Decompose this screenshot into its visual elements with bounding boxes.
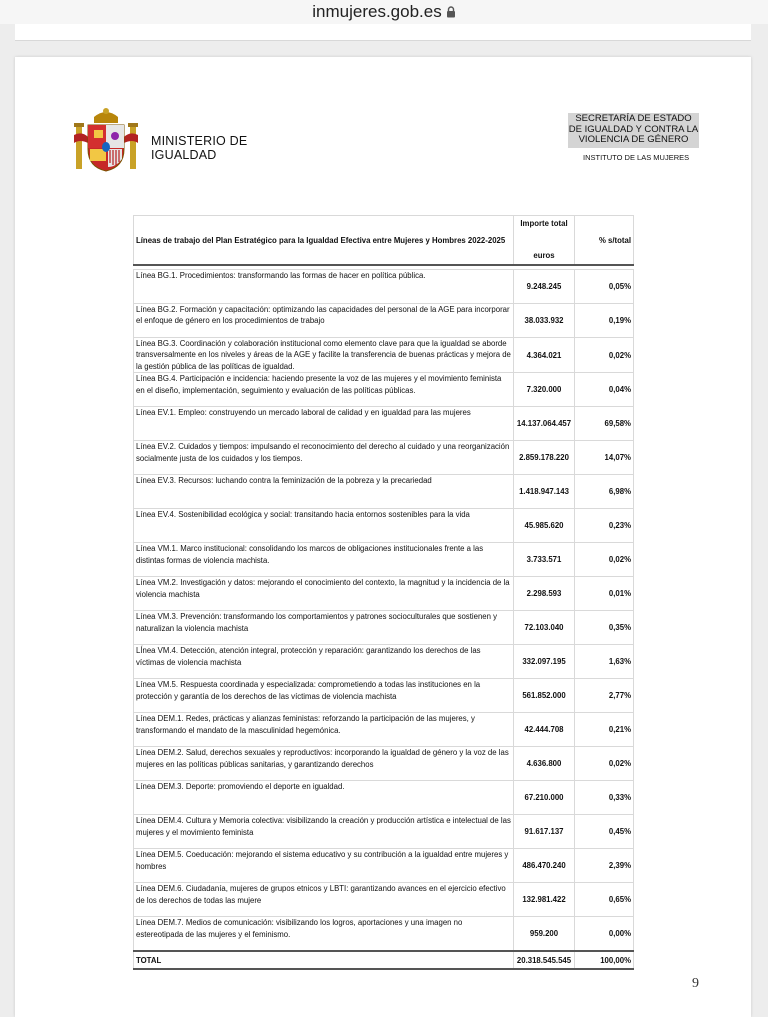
document-page	[15, 57, 751, 1017]
table-row	[134, 679, 634, 713]
table-row	[134, 747, 634, 781]
line-description: Línea BG.4. Participación e incidencia: haciendo presente la voz de las mujeres y el movimiento feminista en el diseño, implementación, seguimiento y evaluación de las políticas públicas.	[134, 373, 514, 407]
line-percent: 1,63%	[575, 645, 634, 679]
column-header-importe-line1: Importe total	[520, 219, 568, 228]
line-importe: 42.444.708	[514, 713, 575, 747]
line-percent: 2,77%	[575, 679, 634, 713]
line-percent: 0,23%	[575, 509, 634, 543]
line-importe: 332.097.195	[514, 645, 575, 679]
ministry-line-1: MINISTERIO DE	[151, 134, 248, 148]
line-importe: 38.033.932	[514, 304, 575, 338]
url-text: inmujeres.gob.es	[312, 2, 442, 21]
budget-table	[133, 215, 634, 970]
line-importe: 4.364.021	[514, 338, 575, 373]
line-importe: 14.137.064.457	[514, 407, 575, 441]
line-importe: 2.298.593	[514, 577, 575, 611]
line-description: Línea DEM.2. Salud, derechos sexuales y reproductivos: incorporando la igualdad de género y la voz de las mujeres en las políticas públicas sanitarias, y garantizando derechos	[134, 747, 514, 781]
line-description: Línea DEM.6. Ciudadanía, mujeres de grupos etnicos y LBTI: garantizando avances en el ejercicio efectivo de los derechos de todas las mujere	[134, 883, 514, 917]
line-percent: 0,33%	[575, 781, 634, 815]
table-row	[134, 917, 634, 952]
line-importe: 4.636.800	[514, 747, 575, 781]
table-row	[134, 475, 634, 509]
line-description: Línea EV.2. Cuidados y tiempos: impulsando el reconocimiento del derecho al cuidado y una reorganización socialmente justa de los cuidados y los tiempos.	[134, 441, 514, 475]
line-importe: 1.418.947.143	[514, 475, 575, 509]
line-percent: 69,58%	[575, 407, 634, 441]
line-percent: 0,01%	[575, 577, 634, 611]
line-description: Línea BG.3. Coordinación y colaboración institucional como elemento clave para que la igualdad se aborde transversalmente en los niveles y áreas de la AGE y facilite la transferencia de buenas prácticas y mejora de la gestión pública de las políticas de igualdad.	[134, 338, 514, 373]
line-description: Línea DEM.1. Redes, prácticas y alianzas feministas: reforzando la participación de las mujeres, y transformando el mandato de la masculinidad hegemónica.	[134, 713, 514, 747]
line-description: Línea VM.5. Respuesta coordinada y especializada: comprometiendo a todas las instituciones en la protección y garantía de los derechos de las víctimas de violencia machista	[134, 679, 514, 713]
line-description: Línea VM.2. Investigación y datos: mejorando el conocimiento del contexto, la magnitud y la incidencia de la violencia machista	[134, 577, 514, 611]
secretaria-box: SECRETARÍA DE ESTADO DE IGUALDAD Y CONTRA LA VIOLENCIA DE GÉNERO	[568, 113, 699, 148]
coat-of-arms-logo	[72, 107, 140, 177]
line-percent: 14,07%	[575, 441, 634, 475]
line-description: Línea BG.2. Formación y capacitación: optimizando las capacidades del personal de la AGE para incorporar el enfoque de género en los procedimientos de trabajo	[134, 304, 514, 338]
line-importe: 91.617.137	[514, 815, 575, 849]
browser-address-bar[interactable]	[0, 0, 768, 24]
table-row	[134, 373, 634, 407]
line-percent: 0,00%	[575, 917, 634, 952]
line-percent: 0,02%	[575, 747, 634, 781]
column-header-importe	[514, 216, 575, 266]
line-description: Línea EV.1. Empleo: construyendo un mercado laboral de calidad y en igualdad para las mujeres	[134, 407, 514, 441]
line-description: Línea BG.1. Procedimientos: transformando las formas de hacer en política pública.	[134, 270, 514, 304]
line-description: LÍnea VM.4. Detección, atención integral, protección y reparación: garantizando los derechos de las víctimas de violencia machista	[134, 645, 514, 679]
line-description: Línea EV.4. Sostenibilidad ecológica y social: transitando hacia entornos sostenibles para la vida	[134, 509, 514, 543]
line-description: Línea EV.3. Recursos: luchando contra la feminización de la pobreza y la precariedad	[134, 475, 514, 509]
table-row	[134, 781, 634, 815]
column-header-percent: % s/total	[575, 216, 634, 266]
table-row	[134, 338, 634, 373]
table-row	[134, 577, 634, 611]
ministry-line-2: IGUALDAD	[151, 148, 217, 162]
table-row	[134, 407, 634, 441]
table-row	[134, 815, 634, 849]
total-percent: 100,00%	[575, 951, 634, 969]
line-percent: 0,35%	[575, 611, 634, 645]
line-percent: 0,21%	[575, 713, 634, 747]
line-percent: 0,02%	[575, 543, 634, 577]
table-row	[134, 270, 634, 304]
total-label: TOTAL	[134, 951, 514, 969]
line-importe: 7.320.000	[514, 373, 575, 407]
ministry-name	[151, 134, 247, 162]
line-percent: 0,19%	[575, 304, 634, 338]
line-importe: 67.210.000	[514, 781, 575, 815]
line-description: Línea DEM.4. Cultura y Memoria colectiva: visibilizando la creación y producción artística e intelectual de las mujeres y el movimiento feminista	[134, 815, 514, 849]
table-row	[134, 441, 634, 475]
column-header-lines: Líneas de trabajo del Plan Estratégico para la Igualdad Efectiva entre Mujeres y Hombres 2022-2025	[134, 216, 514, 266]
line-importe: 3.733.571	[514, 543, 575, 577]
line-importe: 561.852.000	[514, 679, 575, 713]
line-importe: 72.103.040	[514, 611, 575, 645]
table-row	[134, 645, 634, 679]
line-percent: 0,02%	[575, 338, 634, 373]
line-importe: 9.248.245	[514, 270, 575, 304]
table-row	[134, 304, 634, 338]
lock-icon	[446, 5, 456, 17]
instituto-label: INSTITUTO DE LAS MUJERES	[583, 153, 690, 162]
line-percent: 0,04%	[575, 373, 634, 407]
table-row	[134, 509, 634, 543]
table-row	[134, 883, 634, 917]
line-percent: 0,05%	[575, 270, 634, 304]
total-importe: 20.318.545.545	[514, 951, 575, 969]
line-percent: 2,39%	[575, 849, 634, 883]
column-header-importe-line2: euros	[533, 251, 555, 260]
line-percent: 0,65%	[575, 883, 634, 917]
line-description: Línea DEM.3. Deporte: promoviendo el deporte en igualdad.	[134, 781, 514, 815]
table-row	[134, 849, 634, 883]
line-importe: 2.859.178.220	[514, 441, 575, 475]
table-row	[134, 713, 634, 747]
line-percent: 0,45%	[575, 815, 634, 849]
line-percent: 6,98%	[575, 475, 634, 509]
line-importe: 959.200	[514, 917, 575, 952]
table-row	[134, 611, 634, 645]
table-row	[134, 543, 634, 577]
line-importe: 45.985.620	[514, 509, 575, 543]
table-header-row	[134, 216, 634, 266]
line-description: Línea VM.1. Marco institucional: consolidando los marcos de obligaciones institucionales frente a las distintas formas de violencia machista.	[134, 543, 514, 577]
line-importe: 132.981.422	[514, 883, 575, 917]
line-description: Línea VM.3. Prevención: transformando los comportamientos y patrones socioculturales que sostienen y naturalizan la violencia machista	[134, 611, 514, 645]
previous-page-edge	[15, 24, 751, 41]
line-description: Línea DEM.5. Coeducación: mejorando el sistema educativo y su contribución a la igualdad entre mujeres y hombres	[134, 849, 514, 883]
page-number: 9	[692, 976, 699, 991]
total-row	[134, 951, 634, 969]
line-importe: 486.470.240	[514, 849, 575, 883]
line-description: Línea DEM.7. Medios de comunicación: visibilizando los logros, aportaciones y una imagen no estereotipada de las mujeres y el feminismo.	[134, 917, 514, 952]
